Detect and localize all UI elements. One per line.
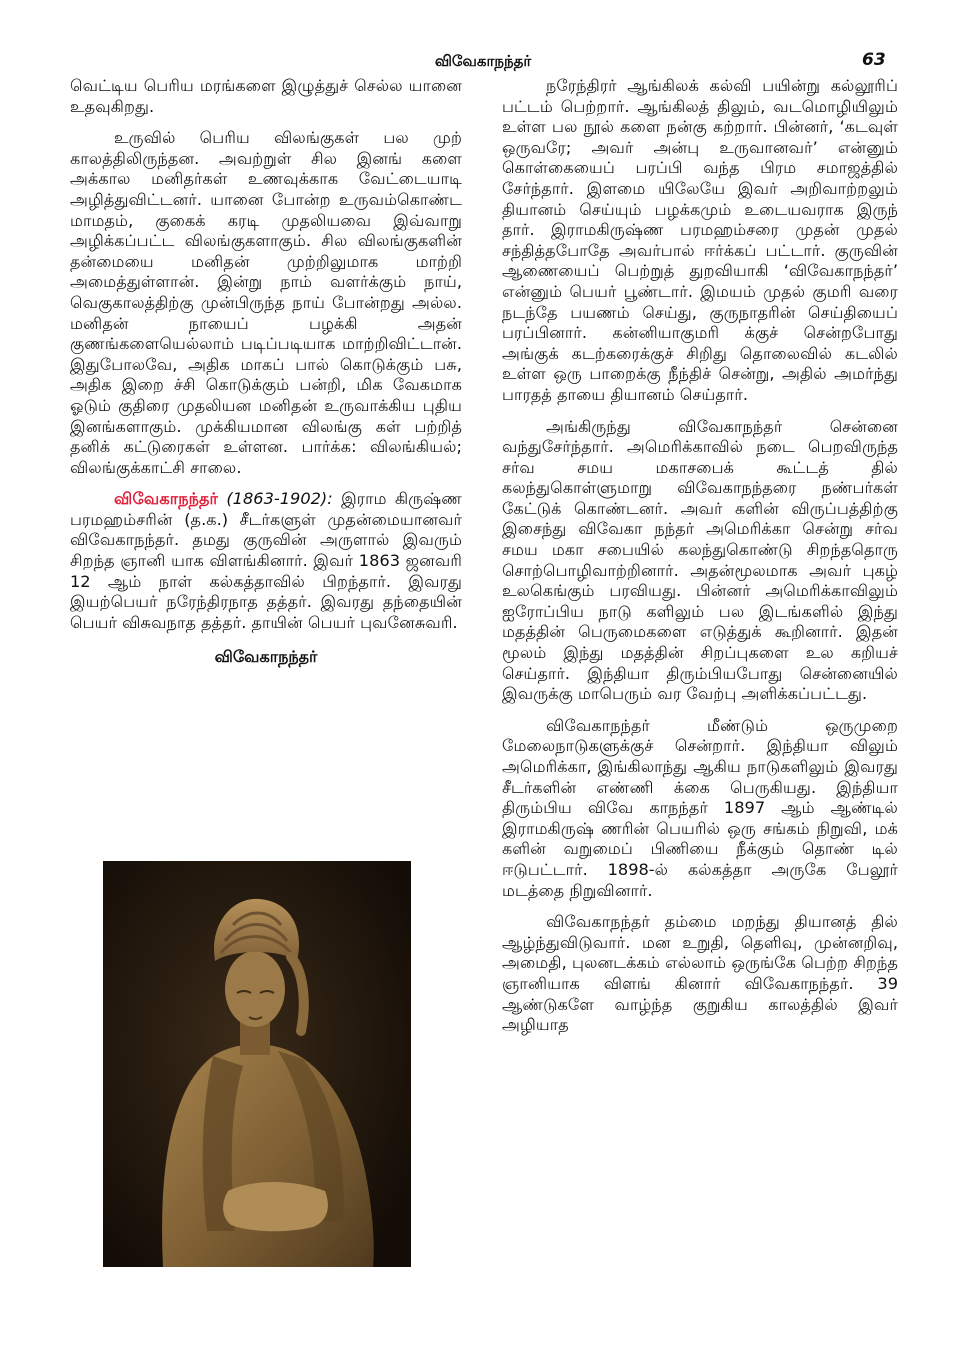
- paragraph: அங்கிருந்து விவேகாநந்தர் சென்னை வந்துசேர்ந்தார். அமெரிக்காவில் நடை பெறவிருந்த சர்வ சமய மகாசபைக் கூட்டத் தில் கலந்துகொள்ளுமாறு விவேகாநந்தரை நண்பர்கள் கேட்டுக் கொண்டனர். அவர் களின் விருப்பத்திற்கு இசைந்து விவேகா நந்தர் அமெரிக்கா சென்று சர்வ சமய மகா சபையில் கலந்துகொண்டு சிறந்ததொரு சொற்பொழிவாற்றினார். அதன்மூலமாக அவர் புகழ் உலகெங்கும் பரவியது. பின்னர் அமெரிக்காவிலும் ஐரோப்பிய நாடு களிலும் பல இடங்களில் இந்து மதத்தின் பெருமைகளை எடுத்துக் கூறினார். இதன் மூலம் இந்து மதத்தின் சிறப்புகளை உல கறியச் செய்தார். இந்தியா திரும்பியபோது சென்னையில் இவருக்கு மாபெரும் வர வேற்பு அளிக்கப்பட்டது.: [502, 416, 898, 704]
- paragraph: விவேகாநந்தர் தம்மை மறந்து தியானத் தில் ஆழ்ந்துவிடுவார். மன உறுதி, தெளிவு, முன்னறிவு, அமைதி, புலனடக்கம் எல்லாம் ஒருங்கே பெற்ற சிறந்த ஞானியாக விளங் கினார் விவேகாநந்தர். 39 ஆண்டுகளே வாழ்ந்த குறுகிய காலத்தில் இவர் அழியாத: [502, 912, 898, 1035]
- entry-paragraph: [70, 489, 462, 633]
- page-header-title: விவேகாநந்தர்: [434, 52, 532, 70]
- right-column: [502, 76, 898, 1047]
- portrait-photo: [103, 861, 411, 1267]
- left-column: [70, 76, 462, 686]
- paragraph: விவேகாநந்தர் மீண்டும் ஒருமுறை மேலைநாடுகளுக்குச் சென்றார். இந்தியா விலும் அமெரிக்கா, இங்கிலாந்து ஆகிய நாடுகளிலும் இவரது சீடர்களின் எண்ணி க்கை பெருகியது. இந்தியா திரும்பிய விவே காநந்தர் 1897 ஆம் ஆண்டில் இராமகிருஷ் ணரின் பெயரில் ஒரு சங்கம் நிறுவி, மக் களின் வறுமைப் பிணியை நீக்கும் தொண் டில் ஈடுபட்டார். 1898-ல் கல்கத்தா அருகே பேலூர் மடத்தை நிறுவினார்.: [502, 715, 898, 900]
- paragraph: வெட்டிய பெரிய மரங்களை இழுத்துச் செல்ல யானை உதவுகிறது.: [70, 76, 462, 116]
- paragraph: உருவில் பெரிய விலங்குகள் பல முற் காலத்திலிருந்தன. அவற்றுள் சில இனங் களை அக்கால மனிதர்கள் உணவுக்காக வேட்டையாடி அழித்துவிட்டனர். யானை போன்ற உருவம்கொண்ட மாமதம், குகைக் கரடி முதலியவை இவ்வாறு அழிக்கப்பட்ட விலங்குகளாகும். சில விலங்குகளின் தன்மையை மனிதன் முற்றிலுமாக மாற்றி அமைத்துள்ளான். இன்று நாம் வளர்க்கும் நாய், வெகுகாலத்திற்கு முன்பிருந்த நாய் போன்றது அல்ல. மனிதன் நாயைப் பழக்கி அதன் குணங்களையெல்லாம் படிப்படியாக மாற்றிவிட்டான். இதுபோலவே, அதிக மாகப் பால் கொடுக்கும் பசு, அதிக இறை ச்சி கொடுக்கும் பன்றி, மிக வேகமாக ஓடும் குதிரை முதலியன மனிதன் உருவாக்கிய புதிய இனங்களாகும். முக்கியமான விலங்கு கள் பற்றித் தனிக் கட்டுரைகள் உள்ளன. பார்க்க: விலங்கியல்; விலங்குக்காட்சி சாலை.: [70, 128, 462, 477]
- paragraph: நரேந்திரர் ஆங்கிலக் கல்வி பயின்று கல்லூரிப் பட்டம் பெற்றார். ஆங்கிலத் திலும், வடமொழியிலும் உள்ள பல நூல் களை நன்கு கற்றார். பின்னர், ‘கடவுள் ஒருவரே; அவர் அன்பு உருவானவர்’ என்னும் கொள்கையைப் பரப்பி வந்த பிரம சமாஜத்தில் சேர்ந்தார். இளமை யிலேயே இவர் அறிவாற்றலும் தியானம் செய்யும் பழக்கமும் உடையவராக இருந் தார். இராமகிருஷ்ண பரமஹம்சரை முதன் முதல் சந்தித்தபோதே அவர்பால் ஈர்க்கப் பட்டார். குருவின் ஆணையைப் பெற்றுத் துறவியாகி ‘விவேகாநந்தர்’ என்னும் பெயர் பூண்டார். இமயம் முதல் குமரி வரை நடந்தே பயணம் செய்து, குருநாதரின் செய்தியைப் பரப்பினார். கன்னியாகுமரி க்குச் சென்றபோது அங்குக் கடற்கரைக்குச் சிறிது தொலைவில் கடலில் உள்ள ஒரு பாறைக்கு நீந்திச் சென்று, அதில் அமர்ந்து பாரதத் தாயை தியானம் செய்தார்.: [502, 76, 898, 404]
- page-number: 63: [862, 50, 886, 70]
- entry-heading: விவேகாநந்தர்: [114, 489, 218, 509]
- portrait-figure-image: [103, 861, 411, 1267]
- portrait-caption: விவேகாநந்தர்: [214, 647, 318, 667]
- entry-years: (1863-1902):: [218, 489, 342, 509]
- entry-text: இராம கிருஷ்ண பரமஹம்சரின் (த.க.) சீடர்களுள் முதன்மையானவர் விவேகாநந்தர். தமது குருவின் அருளால் இவரும் சிறந்த ஞானி யாக விளங்கினார். இவர் 1863 ஜனவரி 12 ஆம் நாள் கல்கத்தாவில் பிறந்தார். இவரது இயற்பெயர் நரேந்திரநாத தத்தர். இவரது தந்தையின் பெயர் விசுவநாத தத்தர். தாயின் பெயர் புவனேசுவரி.: [70, 489, 463, 632]
